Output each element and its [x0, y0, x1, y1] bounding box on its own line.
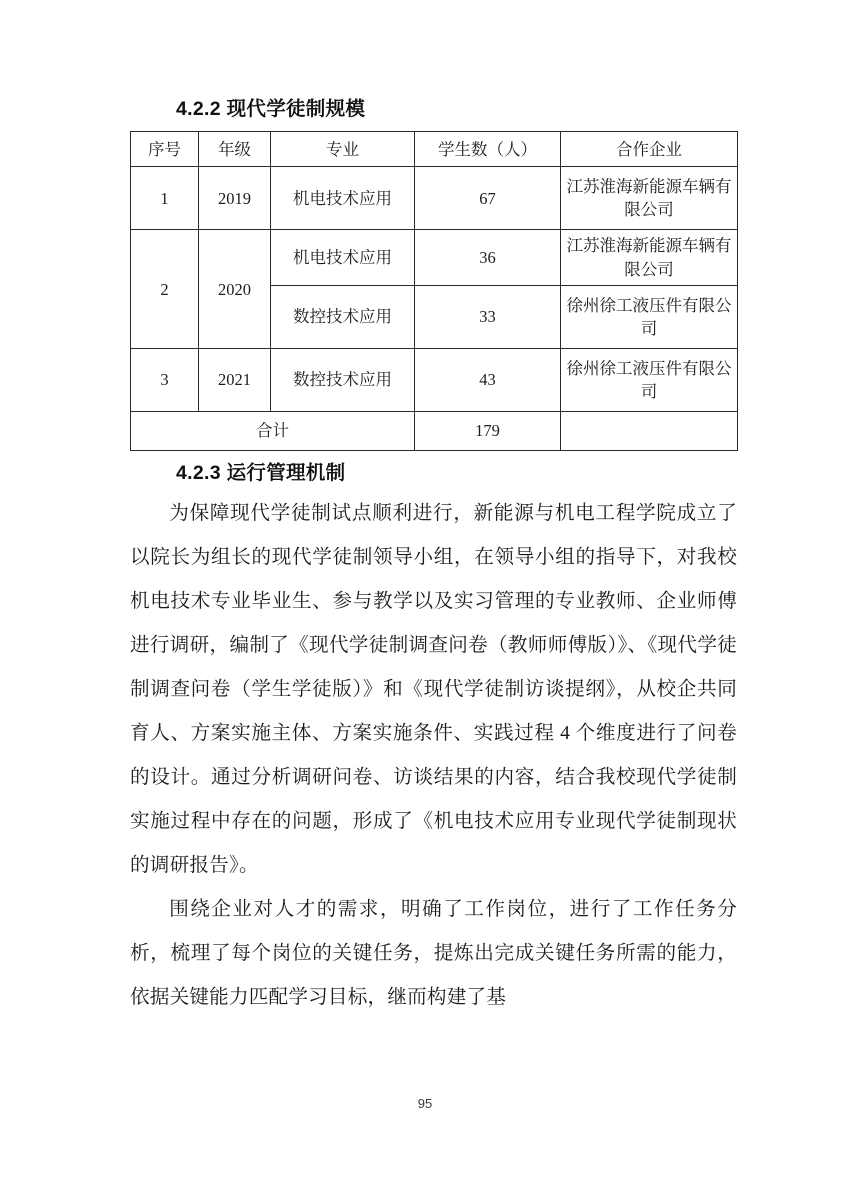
table-row — [131, 230, 738, 286]
cell-grade: 2020 — [199, 230, 271, 349]
cell-count: 33 — [415, 286, 561, 349]
apprenticeship-scale-table — [130, 131, 738, 451]
cell-count: 67 — [415, 167, 561, 230]
column-header-major: 专业 — [271, 132, 415, 167]
table-row — [131, 349, 738, 412]
paragraph-2: 围绕企业对人才的需求，明确了工作岗位，进行了工作任务分析，梳理了每个岗位的关键任务，提炼出完成关键任务所需的能力，依据关键能力匹配学习目标，继而构建了基 — [130, 899, 737, 1009]
table-row — [131, 167, 738, 230]
cell-major: 机电技术应用 — [271, 230, 415, 286]
cell-no: 3 — [131, 349, 199, 412]
cell-company: 江苏淮海新能源车辆有限公司 — [561, 167, 738, 230]
total-count: 179 — [415, 412, 561, 451]
column-header-no: 序号 — [131, 132, 199, 167]
cell-major: 数控技术应用 — [271, 286, 415, 349]
cell-grade: 2021 — [199, 349, 271, 412]
column-header-count: 学生数（人） — [415, 132, 561, 167]
total-company — [561, 412, 738, 451]
paragraph-1: 为保障现代学徒制试点顺利进行，新能源与机电工程学院成立了以院长为组长的现代学徒制领导小组，在领导小组的指导下，对我校机电技术专业毕业生、参与教学以及实习管理的专业教师、企业师傅进行调研，编制了《现代学徒制调查问卷（教师师傅版）》、《现代学徒制调查问卷（学生学徒版）》和《现代学徒制访谈提纲》，从校企共同育人、方案实施主体、方案实施条件、实践过程 4 个维度进行了问卷的设计。通过分析调研问卷、访谈结果的内容，结合我校现代学徒制实施过程中存在的问题，形成了《机电技术应用专业现代学徒制现状的调研报告》。 — [130, 503, 737, 877]
cell-major: 数控技术应用 — [271, 349, 415, 412]
body-text — [130, 492, 737, 1020]
cell-no: 2 — [131, 230, 199, 349]
table-total-row — [131, 412, 738, 451]
section-heading-scale: 4.2.2 现代学徒制规模 — [176, 98, 366, 120]
cell-count: 43 — [415, 349, 561, 412]
page-number: 95 — [417, 1096, 433, 1111]
cell-company: 徐州徐工液压件有限公司 — [561, 286, 738, 349]
table-header-row — [131, 132, 738, 167]
column-header-grade: 年级 — [199, 132, 271, 167]
cell-company: 徐州徐工液压件有限公司 — [561, 349, 738, 412]
page-content — [130, 96, 737, 1020]
cell-company: 江苏淮海新能源车辆有限公司 — [561, 230, 738, 286]
cell-major: 机电技术应用 — [271, 167, 415, 230]
cell-grade: 2019 — [199, 167, 271, 230]
total-label: 合计 — [131, 412, 415, 451]
cell-count: 36 — [415, 230, 561, 286]
cell-no: 1 — [131, 167, 199, 230]
section-heading-mechanism: 4.2.3 运行管理机制 — [176, 462, 346, 485]
column-header-company: 合作企业 — [561, 132, 738, 167]
